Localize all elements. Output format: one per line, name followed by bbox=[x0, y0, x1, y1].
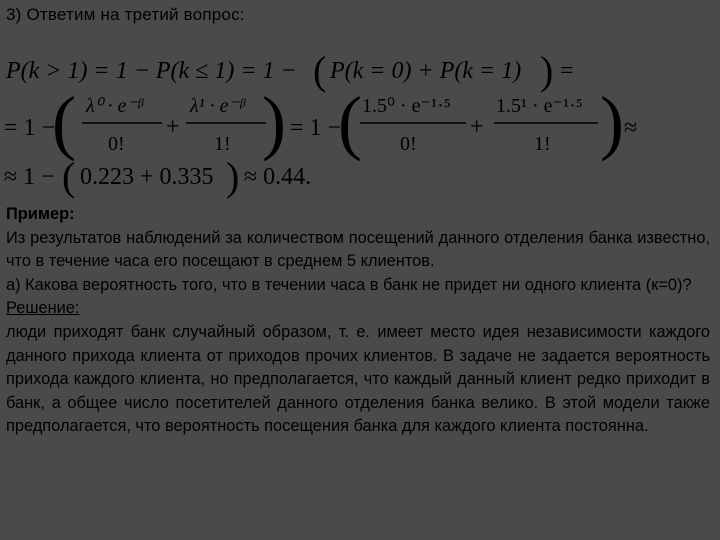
formula-plus-2: + bbox=[470, 114, 484, 140]
example-text: Из результатов наблюдений за количеством посещений данного отделения банка известно, что в течение часа его посещают в среднем 5 клиентов. bbox=[6, 228, 710, 271]
formula-frac4-num: 1.5¹ · e⁻¹·⁵ bbox=[496, 95, 583, 117]
formula-frac4-den: 1! bbox=[534, 133, 551, 155]
formula-frac1-den: 0! bbox=[108, 133, 125, 155]
formula-line2-lead: = 1 − bbox=[4, 115, 56, 141]
formula-big-paren-close-2: ) bbox=[600, 82, 624, 162]
formula-line1-lhs: P(k > 1) = 1 − P(k ≤ 1) = 1 − bbox=[6, 58, 297, 84]
formula-frac2-num: λ¹ · e⁻ᵝ bbox=[190, 95, 245, 117]
formula-frac1-num: λ⁰ · e⁻ᵝ bbox=[86, 95, 143, 117]
formula-block bbox=[0, 0, 720, 200]
example-label: Пример: bbox=[6, 205, 75, 223]
formula-big-paren-open: ( bbox=[52, 82, 76, 162]
formula-big-paren-close: ) bbox=[262, 82, 286, 162]
formula-paren-open: ( bbox=[313, 48, 327, 93]
formula-plus: + bbox=[166, 114, 180, 140]
formula-paren-close: ) bbox=[540, 48, 554, 93]
formula-line2-tail: ≈ bbox=[624, 115, 638, 141]
question-a: а) Какова вероятность того, что в течении часа в банк не придет ни одного клиента (к=0)? bbox=[6, 275, 692, 294]
formula-line1-tail: = bbox=[560, 58, 574, 84]
formula-big-paren-open-2: ( bbox=[338, 82, 362, 162]
solution-label: Решение: bbox=[6, 299, 80, 318]
solution-text: люди приходят банк случайный образом, т. е. имеет место идея независимости каждого данного прихода клиента от приходов прочих клиентов. В задаче не задается вероятность прихода каждого клиента, но предполагается, что каждый данный клиент редко приходит в банк, а общее число посетителей данного отделения банка велико. В этой модели также предполагается, что вероятность посещения банка для каждого клиента постоянна. bbox=[6, 322, 710, 436]
formula-line3-paren-close: ) bbox=[226, 154, 240, 199]
formula-frac3-den: 0! bbox=[400, 133, 417, 155]
formula-line3-paren-open: ( bbox=[62, 154, 76, 199]
formula-line3-lead: ≈ 1 − bbox=[4, 164, 55, 190]
formula-line2-mid: = 1 − bbox=[290, 115, 342, 141]
body-text bbox=[6, 203, 710, 439]
section-heading: 3) Ответим на третий вопрос: bbox=[6, 5, 245, 24]
formula-line3-inner: 0.223 + 0.335 bbox=[80, 164, 214, 190]
formula-line1-inner: P(k = 0) + P(k = 1) bbox=[330, 58, 522, 84]
formula-frac2-den: 1! bbox=[214, 133, 231, 155]
formula-line3-tail: ≈ 0.44. bbox=[244, 164, 312, 190]
formula-frac3-num: 1.5⁰ · e⁻¹·⁵ bbox=[362, 95, 451, 117]
